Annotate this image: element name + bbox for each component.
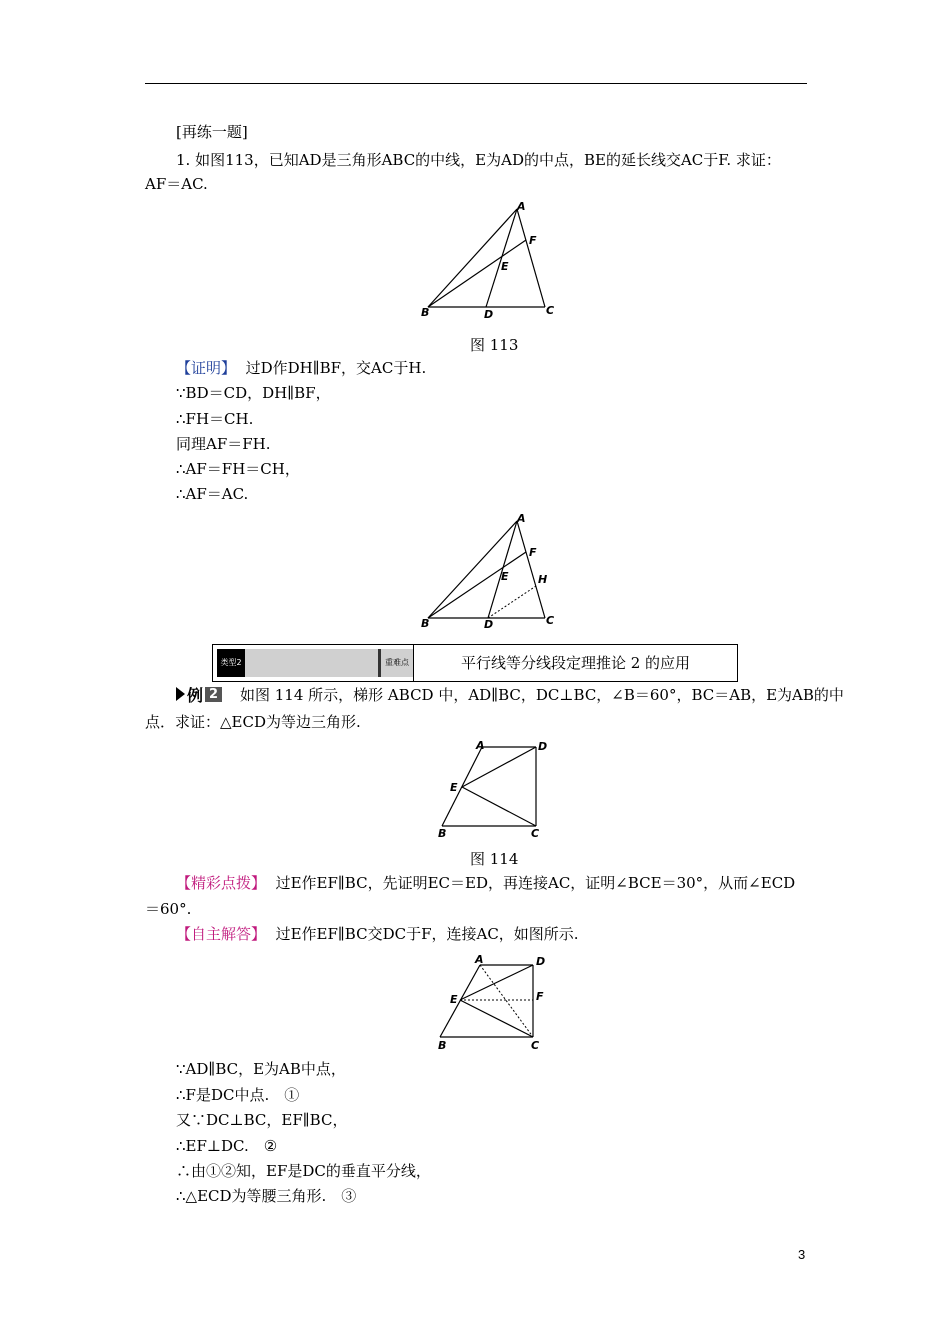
example-number: 2 — [205, 687, 222, 702]
label-f: F — [529, 546, 537, 559]
label-c: C — [531, 827, 540, 840]
problem1-line2: AF＝AC. — [145, 175, 208, 193]
label-e: E — [501, 570, 509, 583]
practice-header: [再练一题] — [176, 123, 248, 141]
example2-line1: 如图 114 所示，梯形 ABCD 中，AD∥BC，DC⊥BC，∠B＝60°，BC＝AB，E为AB的中 — [240, 686, 844, 704]
banner-type-label: 类型2 — [217, 649, 245, 677]
solution-line4: ∴由①②知，EF是DC的垂直平分线， — [176, 1162, 431, 1180]
label-f: F — [529, 234, 537, 247]
proof1-line5: ∴AF＝AC. — [176, 485, 249, 503]
example-tag — [176, 684, 222, 704]
banner-small-label: 重难点 — [385, 658, 409, 667]
solution-tag: 【自主解答】 — [176, 925, 267, 943]
label-e: E — [450, 993, 458, 1006]
label-a: A — [517, 512, 526, 525]
segment-ed — [462, 747, 536, 787]
figure-113 — [418, 198, 558, 322]
label-e: E — [450, 781, 458, 794]
label-f: F — [536, 990, 544, 1003]
segment-ec — [460, 1000, 533, 1037]
proof1-line2: ∴FH＝CH. — [176, 410, 254, 428]
label-a: A — [475, 953, 484, 966]
proof1-line1: ∵BD＝CD，DH∥BF， — [176, 384, 331, 402]
solution-line0: ∵AD∥BC，E为AB中点， — [176, 1060, 346, 1078]
hint-line1 — [176, 873, 795, 893]
triangle-icon — [176, 687, 185, 701]
page-number: 3 — [798, 1247, 806, 1262]
type-banner — [212, 644, 738, 682]
line-bf — [428, 240, 526, 307]
solution-line2: 又∵DC⊥BC，EF∥BC， — [176, 1111, 348, 1129]
label-a: A — [517, 200, 526, 213]
solution-line1: ∴F是DC中点. ① — [176, 1086, 300, 1104]
proof1-line4: ∴AF＝FH＝CH， — [176, 460, 300, 478]
label-b: B — [421, 617, 430, 630]
segment-ec — [462, 787, 536, 826]
figure-114-caption: 图 114 — [470, 850, 519, 868]
line-bf — [428, 552, 526, 618]
problem1-line1: 1. 如图113，已知AD是三角形ABC的中线，E为AD的中点，BE的延长线交AC于F. 求证： — [176, 151, 781, 169]
proof-tag: 【证明】 — [176, 359, 237, 377]
label-c: C — [531, 1039, 540, 1052]
label-b: B — [438, 827, 447, 840]
proof1-line3: 同理AF＝FH. — [176, 435, 271, 453]
label-d: D — [484, 308, 494, 321]
banner-bar — [378, 649, 381, 677]
median-ad — [486, 209, 517, 307]
label-d: D — [484, 618, 494, 631]
line-dh — [488, 586, 536, 618]
hint-text1: 过E作EF∥BC，先证明EC＝ED，再连接AC，证明∠BCE＝30°，从而∠ECD — [275, 874, 796, 892]
label-h: H — [538, 573, 548, 586]
label-d: D — [538, 740, 548, 753]
example2-line2: 点．求证：△ECD为等边三角形. — [145, 713, 361, 731]
solution-first-line — [176, 924, 579, 944]
label-d: D — [536, 955, 546, 968]
label-e: E — [501, 260, 509, 273]
edge-ac — [517, 209, 545, 307]
edge-ab — [440, 965, 480, 1037]
label-a: A — [476, 739, 485, 752]
hint-tag: 【精彩点拨】 — [176, 874, 267, 892]
hint-line2: ＝60°. — [145, 900, 192, 918]
edge-ab — [428, 209, 517, 307]
label-c: C — [546, 614, 555, 627]
solution-line5: ∴△ECD为等腰三角形. ③ — [176, 1187, 357, 1205]
proof1-text0: 过D作DH∥BF，交AC于H. — [245, 359, 427, 377]
figure-114 — [430, 738, 550, 842]
header-rule — [145, 83, 807, 84]
example-word: 例 — [187, 685, 204, 705]
proof1-line0 — [176, 358, 426, 378]
figure-114-solution — [430, 952, 560, 1056]
banner-left — [217, 649, 413, 677]
label-b: B — [421, 306, 430, 319]
solution-line3: ∴EF⊥DC. ② — [176, 1137, 278, 1155]
figure-113-proof — [418, 510, 568, 634]
segment-ac — [480, 965, 533, 1037]
label-b: B — [438, 1039, 447, 1052]
solution-first: 过E作EF∥BC交DC于F，连接AC，如图所示. — [275, 925, 579, 943]
edge-ac — [517, 521, 548, 618]
banner-title: 平行线等分线段定理推论 2 的应用 — [460, 654, 691, 672]
label-c: C — [546, 304, 555, 317]
figure-113-caption: 图 113 — [470, 336, 519, 354]
